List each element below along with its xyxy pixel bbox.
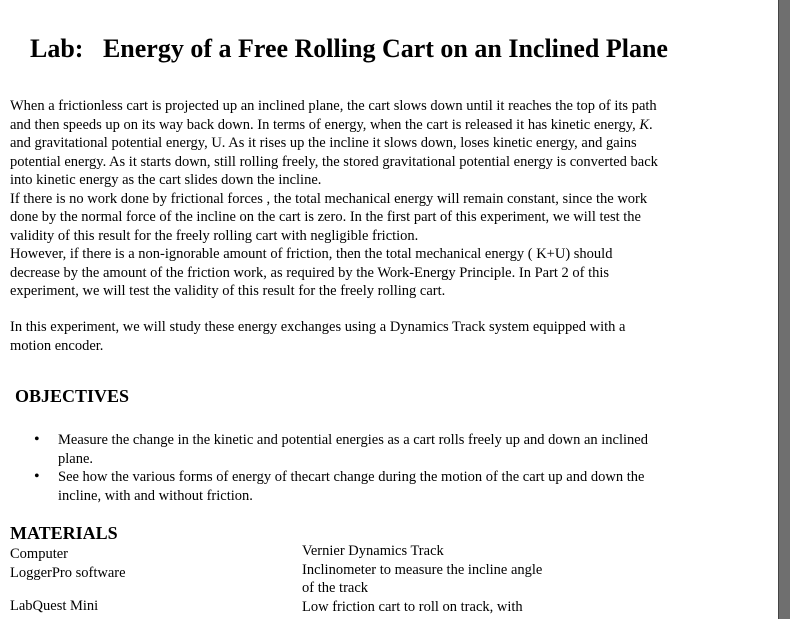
- vertical-scrollbar[interactable]: [778, 0, 790, 619]
- text-line: validity of this result for the freely rolling cart with negligible friction.: [10, 227, 419, 244]
- material-item: Vernier Dynamics Track: [302, 543, 444, 559]
- objectives-heading: OBJECTIVES: [15, 386, 130, 406]
- materials-right-column: [302, 542, 542, 616]
- materials-heading: MATERIALS: [10, 523, 118, 543]
- text-line: However, if there is a non-ignorable amount of friction, then the total mechanical energy ( K+U) should: [10, 246, 613, 262]
- text-line: [10, 116, 740, 135]
- text-line: plane.: [58, 450, 94, 467]
- intro-paragraph: [10, 97, 740, 301]
- text-segment: .: [649, 116, 653, 133]
- text-line: • See how the various forms of energy of thecart change during the motion of the cart up and down the: [58, 469, 645, 485]
- objective-item: [58, 431, 738, 468]
- text-line: • Measure the change in the kinetic and potential energies as a cart rolls freely up and down an inclined: [58, 432, 648, 448]
- material-item: Low friction cart to roll on track, with: [302, 598, 523, 615]
- objective-item: [58, 468, 738, 505]
- text-line: done by the normal force of the incline on the cart is zero. In the first part of this experiment, we will test the: [10, 209, 641, 225]
- text-line: motion encoder.: [10, 337, 104, 354]
- objectives-list: [58, 431, 738, 505]
- page-title: Lab: Energy of a Free Rolling Cart on an Inclined Plane: [30, 34, 668, 63]
- study-paragraph: [10, 318, 740, 355]
- italic-symbol-k: K: [639, 116, 650, 133]
- text-line: into kinetic energy as the cart slides down the incline.: [10, 172, 322, 188]
- text-line: decrease by the amount of the friction work, as required by the Work-Energy Principle. In Part 2 of this: [10, 264, 610, 281]
- text-segment: and then speeds up on its way back down. In terms of energy, when the cart is released it has kinetic energy,: [10, 116, 640, 133]
- materials-left-column: [10, 545, 126, 582]
- text-line: incline, with and without friction.: [58, 487, 253, 504]
- text-line: In this experiment, we will study these energy exchanges using a Dynamics Track system equipped with a: [10, 319, 626, 335]
- material-item: Inclinometer to measure the incline angle: [302, 561, 543, 578]
- material-item: of the track: [302, 580, 369, 596]
- text-line: If there is no work done by frictional forces , the total mechanical energy will remain constant, since the work: [10, 190, 648, 207]
- text-line: experiment, we will test the validity of this result for the freely rolling cart.: [10, 283, 446, 299]
- material-item: LoggerPro software: [10, 564, 126, 581]
- text-line: potential energy. As it starts down, still rolling freely, the stored gravitational potential energy is converted back: [10, 153, 658, 170]
- material-item: LabQuest Mini: [10, 598, 99, 614]
- material-item: Computer: [10, 546, 68, 562]
- text-line: and gravitational potential energy, U. As it rises up the incline it slows down, loses kinetic energy, and gains: [10, 135, 637, 151]
- scrollbar-divider: [778, 0, 779, 619]
- text-line: When a frictionless cart is projected up an inclined plane, the cart slows down until it reaches the top of its path: [10, 98, 657, 114]
